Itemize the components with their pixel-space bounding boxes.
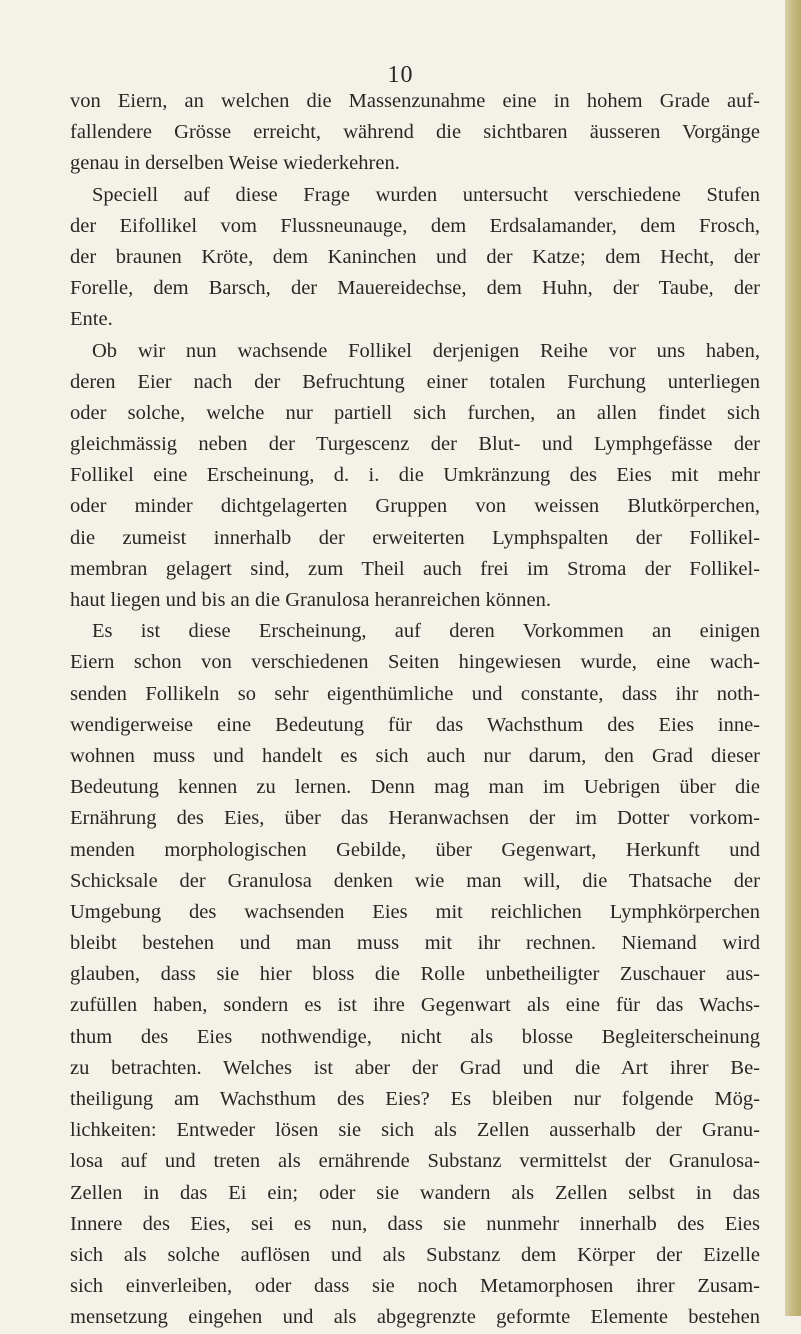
text-line: genau in derselben Weise wiederkehren.	[70, 152, 400, 175]
text-line: theiligung am Wachsthum des Eies? Es bleiben nur folgende Mög-	[70, 1088, 760, 1110]
text-line: der Eifollikel vom Flussneunauge, dem Erdsalamander, dem Frosch,	[70, 214, 760, 237]
body-text	[70, 86, 760, 1334]
text-line: Speciell auf diese Frage wurden untersucht verschiedene Stufen	[92, 183, 760, 206]
text-line: zu betrachten. Welches ist aber der Grad und die Art ihrer Be-	[70, 1056, 760, 1079]
text-line: Follikel eine Erscheinung, d. i. die Umkränzung des Eies mit mehr	[70, 464, 760, 487]
text-line: oder minder dichtgelagerten Gruppen von weissen Blutkörperchen,	[70, 495, 760, 518]
page-number: 10	[387, 62, 414, 88]
page-edge	[785, 0, 801, 1316]
text-line: sich einverleiben, oder dass sie noch Metamorphosen ihrer Zusam-	[70, 1275, 760, 1298]
text-line: wendigerweise eine Bedeutung für das Wachsthum des Eies inne-	[70, 713, 760, 736]
text-line: Ernährung des Eies, über das Heranwachsen der im Dotter vorkom-	[70, 807, 760, 830]
text-line: deren Eier nach der Befruchtung einer totalen Furchung unterliegen	[70, 370, 760, 393]
text-line: glauben, dass sie hier bloss die Rolle unbetheiligter Zuschauer aus-	[70, 963, 760, 986]
text-line: fallendere Grösse erreicht, während die sichtbaren äusseren Vorgänge	[70, 121, 760, 144]
text-line: thum des Eies nothwendige, nicht als blosse Begleiterscheinung	[70, 1025, 760, 1048]
text-line: gleichmässig neben der Turgescenz der Blut- und Lymphgefässe der	[70, 433, 760, 456]
text-line: bleibt bestehen und man muss mit ihr rechnen. Niemand wird	[70, 932, 760, 955]
text-line: sich als solche auflösen und als Substanz dem Körper der Eizelle	[70, 1243, 760, 1266]
text-line: der braunen Kröte, dem Kaninchen und der Katze; dem Hecht, der	[70, 245, 760, 268]
text-line: Eiern schon von verschiedenen Seiten hingewiesen wurde, eine wach-	[70, 651, 760, 674]
text-line: oder solche, welche nur partiell sich furchen, an allen findet sich	[70, 401, 760, 424]
text-line: mensetzung eingehen und als abgegrenzte geformte Elemente bestehen	[70, 1306, 760, 1329]
text-line: Umgebung des wachsenden Eies mit reichlichen Lymphkörperchen	[70, 900, 760, 923]
text-line: Zellen in das Ei ein; oder sie wandern als Zellen selbst in das	[70, 1181, 760, 1204]
text-line: die zumeist innerhalb der erweiterten Lymphspalten der Follikel-	[70, 526, 760, 549]
text-line: haut liegen und bis an die Granulosa heranreichen können.	[70, 589, 552, 611]
text-line: Ente.	[70, 308, 113, 331]
text-line: losa auf und treten als ernährende Substanz vermittelst der Granulosa-	[70, 1150, 760, 1173]
text-line: zufüllen haben, sondern es ist ihre Gegenwart als eine für das Wachs-	[70, 994, 760, 1017]
text-line: membran gelagert sind, zum Theil auch frei im Stroma der Follikel-	[70, 557, 760, 580]
text-line: von Eiern, an welchen die Massenzunahme eine in hohem Grade auf-	[70, 90, 760, 112]
text-line: Es ist diese Erscheinung, auf deren Vorkommen an einigen	[92, 620, 760, 643]
text-line: lichkeiten: Entweder lösen sie sich als Zellen ausserhalb der Granu-	[70, 1119, 760, 1142]
text-line: senden Follikeln so sehr eigenthümliche und constante, dass ihr noth-	[70, 682, 760, 705]
text-line: menden morphologischen Gebilde, über Gegenwart, Herkunft und	[70, 838, 760, 861]
text-line: Bedeutung kennen zu lernen. Denn mag man im Uebrigen über die	[70, 776, 760, 799]
text-line: wohnen muss und handelt es sich auch nur darum, den Grad dieser	[70, 744, 760, 767]
text-line: Innere des Eies, sei es nun, dass sie nunmehr innerhalb des Eies	[70, 1212, 760, 1235]
text-line: Ob wir nun wachsende Follikel derjenigen Reihe vor uns haben,	[92, 339, 760, 362]
text-line: Schicksale der Granulosa denken wie man will, die Thatsache der	[70, 869, 760, 892]
text-line: Forelle, dem Barsch, der Mauereidechse, dem Huhn, der Taube, der	[70, 277, 760, 300]
